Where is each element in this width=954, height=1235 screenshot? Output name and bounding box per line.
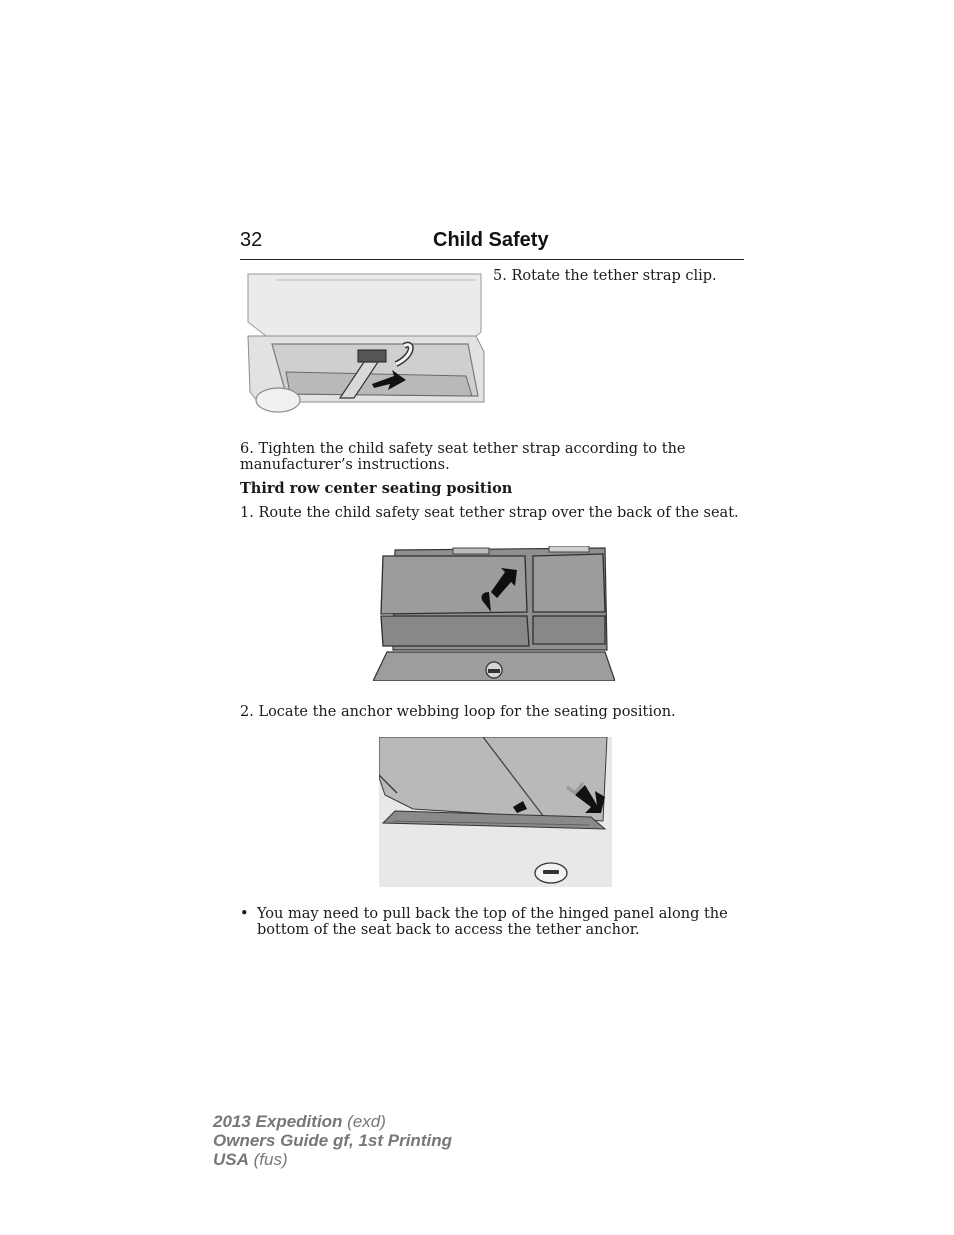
step-1-text: 1. Route the child safety seat tether strap over the back of the seat. — [240, 505, 739, 521]
anchor-webbing-loop-illustration — [379, 737, 612, 887]
bullet-text: You may need to pull back the top of the hinged panel along the bottom of the seat back to access the tether anchor. — [257, 906, 728, 938]
footer-model: 2013 Expedition — [213, 1112, 343, 1131]
bullet-list-item — [240, 906, 745, 938]
footer-line-3 — [213, 1150, 452, 1169]
step-5-text: 5. Rotate the tether strap clip. — [493, 268, 717, 284]
page-number: 32 — [240, 229, 263, 251]
step-2-text: 2. Locate the anchor webbing loop for the seating position. — [240, 704, 676, 720]
bullet-symbol: • — [240, 906, 249, 922]
footer-model-code: (exd) — [342, 1112, 386, 1131]
footer-market-code: (fus) — [248, 1150, 288, 1169]
footer-market: USA — [213, 1150, 249, 1169]
step-6-text: 6. Tighten the child safety seat tether strap according to the manufacturer’s instructions. — [240, 441, 686, 473]
third-row-seat-illustration — [373, 546, 615, 681]
footer — [213, 1112, 452, 1169]
tether-clip-illustration — [246, 272, 486, 418]
subheading-third-row-center: Third row center seating position — [240, 480, 513, 497]
footer-line-2: Owners Guide gf, 1st Printing — [213, 1131, 452, 1150]
header-rule — [240, 259, 744, 260]
section-title: Child Safety — [433, 229, 549, 251]
footer-line-1 — [213, 1112, 452, 1131]
